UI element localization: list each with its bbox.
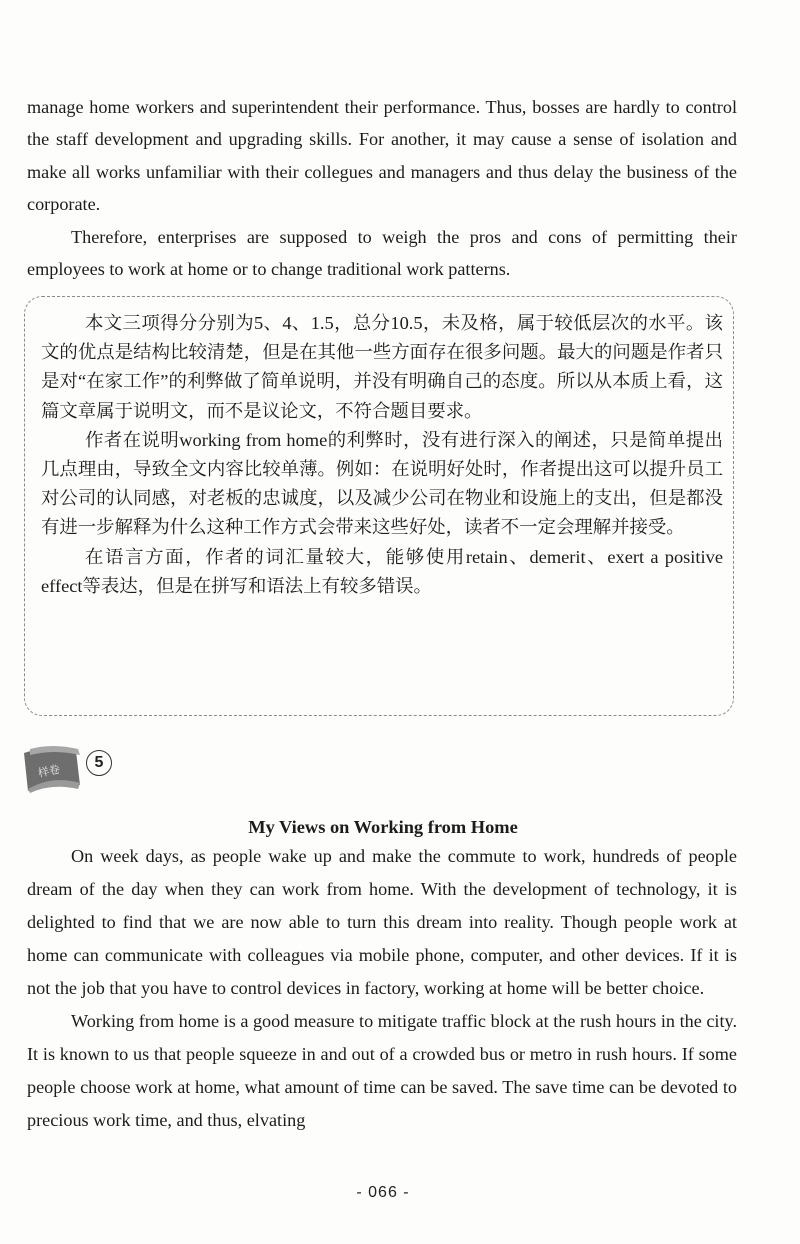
- essay-title: My Views on Working from Home: [248, 817, 518, 837]
- comment-paragraph-language: 在语言方面，作者的词汇量较大，能够使用retain、demerit、exert a positive effect等表达，但是在拼写和语法上有较多错误。: [41, 546, 723, 596]
- essay-paragraph-1: On week days, as people wake up and make the commute to work, hundreds of people dream of the day when they can work from home. With the development of technology, it is delighted to find that we are now able to turn this dream into reality. Though people work at home can communicate with colleagues via mobile phone, computer, and other devices. If it is not the job that you have to control devices in factory, working at home will be better choice.: [27, 846, 737, 998]
- sample-badge-icon: [18, 745, 84, 795]
- page-number: - 066 -: [356, 1184, 410, 1201]
- essay-conclusion-paragraph: Therefore, enterprises are supposed to weigh the pros and cons of permitting their employees to work at home or to change traditional work patterns.: [27, 226, 737, 280]
- essay-paragraph-2: Working from home is a good measure to mitigate traffic block at the rush hours in the city. It is known to us that people squeeze in and out of a crowded bus or metro in rush hours. If some people choose work at home, what amount of time can be saved. The save time can be devoted to precious work time, and thus, elvating: [27, 1011, 737, 1130]
- sample-number: 5: [86, 750, 112, 776]
- comment-paragraph-score: 本文三项得分分别为5、4、1.5，总分10.5，未及格，属于较低层次的水平。该文的优点是结构比较清楚，但是在其他一些方面存在很多问题。最大的问题是作者只是对“在家工作”的利弊做了简单说明，并没有明确自己的态度。所以从本质上看，这篇文章属于说明文，而不是议论文，不符合题目要求。: [41, 313, 723, 421]
- previous-essay-ending: [27, 91, 737, 285]
- essay-paragraph-continued: manage home workers and superintendent their performance. Thus, bosses are hardly to control the staff development and upgrading skills. For another, it may cause a sense of isolation and make all works unfamiliar with their collegues and managers and thus delay the business of the corporate.: [27, 97, 737, 215]
- teacher-comment-box: [24, 296, 734, 716]
- essay-body: [27, 840, 737, 1137]
- comment-paragraph-content: 作者在说明working from home的利弊时，没有进行深入的阐述，只是简单提出几点理由，导致全文内容比较单薄。例如：在说明好处时，作者提出这可以提升员工对公司的认同感，对老板的忠诚度，以及减少公司在物业和设施上的支出，但是都没有进一步解释为什么这种工作方式会带来这些好处，读者不一定会理解并接受。: [41, 429, 723, 538]
- sample-badge-label: 样卷: [36, 762, 62, 780]
- comment-content: [41, 309, 723, 601]
